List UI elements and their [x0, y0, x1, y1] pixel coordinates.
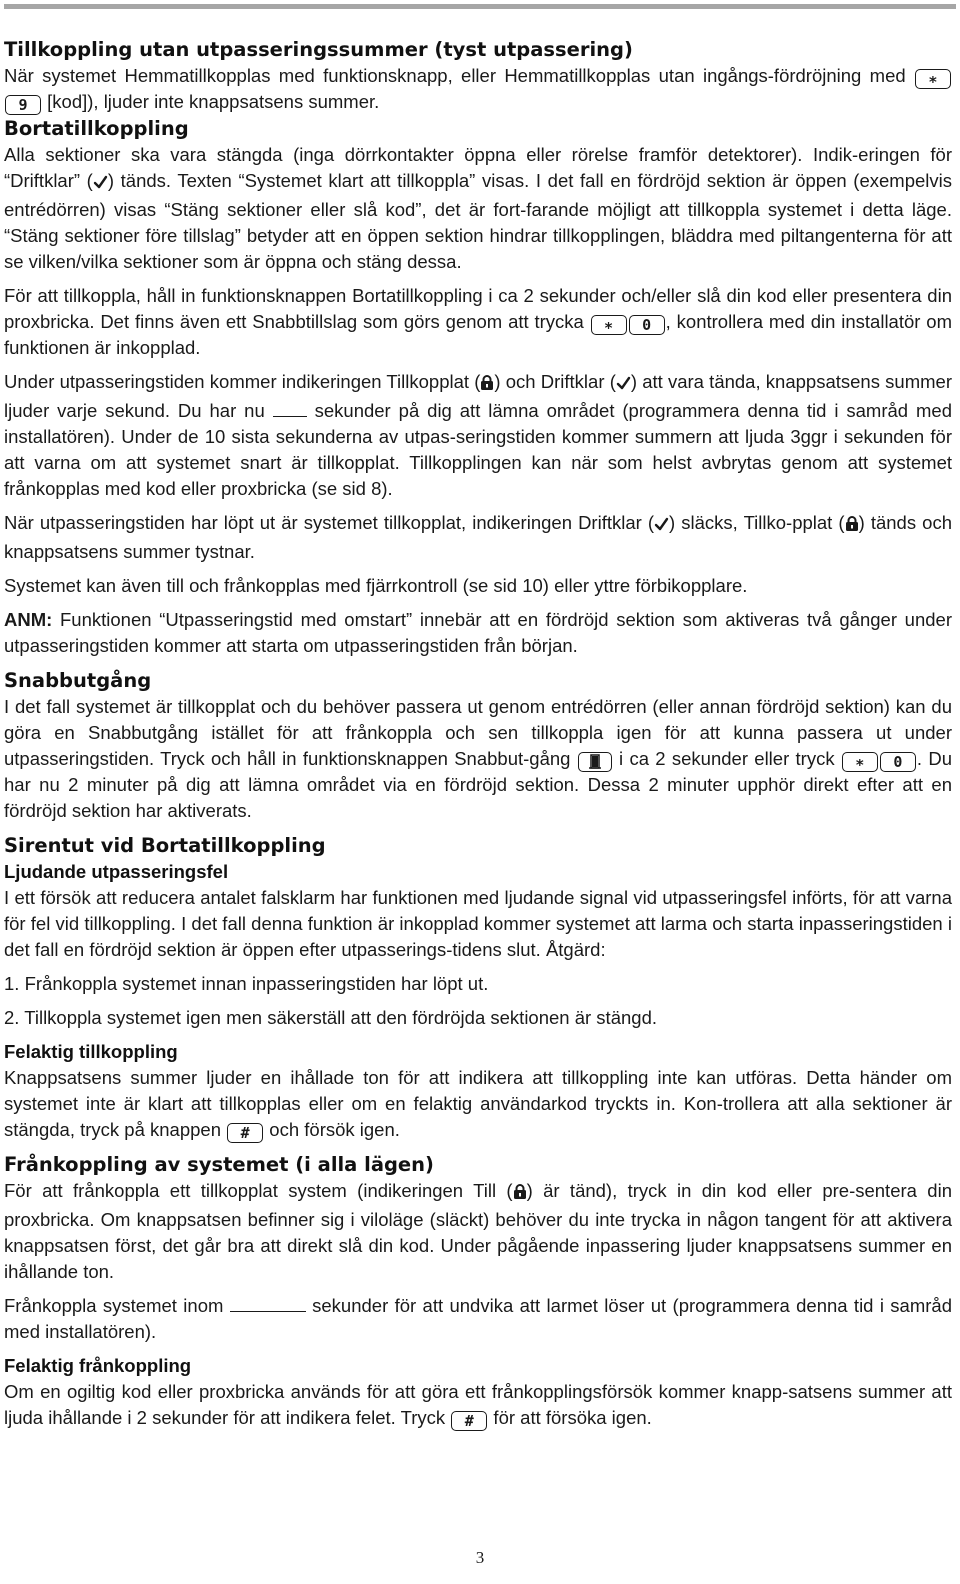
text-segment: ) släcks, Tillko-pplat (: [669, 512, 845, 533]
text-segment: Om en ogiltig kod eller proxbricka används för att göra ett frånkopplingsförsök kommer knapp-satsens summer att ljuda ihållande i 2 sekunder för att indikera felet. Tryck: [4, 1381, 952, 1428]
list-item-1: 1. Frånkoppla systemet innan inpasseringstiden har löpt ut.: [4, 973, 489, 994]
text-segment: sekunder för att undvika att larmet löser ut (programmera denna tid i samråd med installatören).: [4, 1295, 952, 1342]
zero-key-icon: 0: [629, 315, 665, 335]
paragraph-snabb-1: [4, 694, 952, 824]
text-segment: ) och Driftklar (: [494, 371, 616, 392]
heading-snabbutgang: Snabbutgång: [4, 669, 152, 692]
text-segment: . Du har nu 2 minuter på dig att lämna området via en fördröjd sektion. Dessa 2 minuter upphör direkt efter att en fördröjd sektion har aktiverats.: [4, 748, 952, 821]
check-icon: [93, 171, 108, 197]
paragraph-sirentut-2: [4, 1065, 952, 1143]
text-segment: Frånkoppla systemet inom: [4, 1295, 230, 1316]
paragraph-frank-2: [4, 1293, 952, 1345]
paragraph-borta-5: Systemet kan även till och frånkopplas med fjärrkontroll (se sid 10) eller yttre förbikopplare.: [4, 575, 748, 596]
paragraph-borta-2: [4, 283, 952, 361]
subheading-ljudande-utpasseringsfel: Ljudande utpasseringsfel: [4, 861, 229, 882]
star-key-icon: ∗: [915, 69, 951, 89]
text-segment: sekunder på dig att lämna området (programmera denna tid i samråd med installatören). Under de 10 sista sekunderna av utpas-seringstiden kommer summern att ljuda 3ggr i sekunden för att varna om att systemet snart är tillkopplat. Tillkopplingen kan när som helst avbrytas genom att systemet frånkopplas med kod eller proxbricka (se sid 8).: [4, 400, 952, 499]
paragraph-borta-1: [4, 142, 952, 275]
door-key-icon: [578, 752, 612, 772]
text-segment: I det fall systemet är tillkopplat och du behöver passera ut genom entrédörren (eller annan fördröjd sektion) kan du göra en Snabbutgång istället för att frånkoppla och sen tillkoppla igen för att kunna passera ut under utpasseringstiden. Tryck och håll in funktionsknappen Snabbut-gång: [4, 696, 952, 769]
heading-frankoppling: Frånkoppling av systemet (i alla lägen): [4, 1153, 434, 1176]
lock-icon: [513, 1181, 527, 1207]
anm-label: ANM:: [4, 609, 53, 630]
star-key-icon: ∗: [591, 315, 627, 335]
paragraph-borta-4: [4, 510, 952, 565]
paragraph-frank-3: [4, 1379, 952, 1431]
page-content: [4, 36, 952, 1439]
text-segment: Funktionen “Utpasseringstid med omstart” innebär att en fördröjd sektion som aktiveras två gånger under utpasseringstiden kommer att starta om utpasseringstiden från början.: [4, 609, 952, 656]
lock-icon: [480, 372, 494, 398]
heading-sirentut: Sirentut vid Bortatillkoppling: [4, 834, 326, 857]
list-item-2: 2. Tillkoppla systemet igen men säkerställ att den fördröjda sektionen är stängd.: [4, 1007, 657, 1028]
text-segment: Under utpasseringstiden kommer indikeringen Tillkopplat (: [4, 371, 481, 392]
star-key-icon: ∗: [842, 752, 878, 772]
hash-key-icon: #: [227, 1123, 263, 1143]
text-segment: ) är tänd), tryck in din kod eller pre-sentera din proxbricka. Om knappsatsen befinner sig i viloläge (släckt) behöver du inte trycka in någon tangent för att aktivera knappsatsen först, det går bra att direkt slå din kod. Under pågående inpassering ljuder knappsatsens summer en ihållande ton.: [4, 1180, 952, 1282]
paragraph-frank-1: [4, 1178, 952, 1285]
heading-tyst-utpassering: Tillkoppling utan utpasseringssummer (tyst utpassering): [4, 38, 633, 61]
text-segment: Knappsatsens summer ljuder en ihållade ton för att indikera att tillkoppling inte kan utföras. Detta händer om systemet inte är klart att tillkopplas eller om en felaktig användarkod tryckts in. Kon-trollera att alla sektioner är stängda, tryck på knappen: [4, 1067, 952, 1140]
check-icon: [654, 513, 669, 539]
paragraph-borta-3: [4, 369, 952, 502]
text-segment: För att tillkoppla, håll in funktionsknappen Bortatillkoppling i ca 2 sekunder och/eller slå din kod eller presentera din proxbricka. Det finns även ett Snabbtillslag som görs genom att trycka: [4, 285, 952, 332]
text-segment: När systemet Hemmatillkopplas med funktionsknapp, eller Hemmatillkopplas utan ingångs-fördröjning med: [4, 65, 914, 86]
text-segment: För att frånkoppla ett tillkopplat system (indikeringen Till (: [4, 1180, 513, 1201]
hash-key-icon: #: [451, 1411, 487, 1431]
text-segment: , kontrollera med din installatör om funktionen är inkopplad.: [4, 311, 952, 358]
zero-key-icon: 0: [880, 752, 916, 772]
text-segment: och försök igen.: [264, 1119, 400, 1140]
lock-icon: [845, 513, 859, 539]
text-segment: ) tänds. Texten “Systemet klart att tillkoppla” visas. I det fall en fördröjd sektion är öppen (exempelvis entrédörren) visas “Stäng sektioner eller slå kod”, det är fort-farande möjligt att tillkoppla systemet i detta läge. “Stäng sektioner före tillslag” betyder att en öppen sektion hindrar tillkopplingen, bläddra med piltangenterna för att se vilken/vilka sektioner som är öppna och stäng dessa.: [4, 170, 952, 272]
check-icon: [616, 372, 631, 398]
text-segment: [kod]), ljuder inte knappsatsens summer.: [42, 91, 380, 112]
fill-in-blank: [230, 1311, 306, 1312]
page-number: 3: [475, 1548, 485, 1567]
subheading-felaktig-tillkoppling: Felaktig tillkoppling: [4, 1041, 178, 1062]
paragraph-tyst-1: [4, 63, 952, 115]
text-segment: i ca 2 sekunder eller tryck: [612, 748, 841, 769]
heading-bortatillkoppling: Bortatillkoppling: [4, 117, 189, 140]
nine-key-icon: 9: [5, 95, 41, 115]
text-segment: för att försöka igen.: [488, 1407, 652, 1428]
text-segment: ) tänds och knappsatsens summer tystnar.: [4, 512, 952, 562]
top-divider: [4, 4, 956, 9]
text-segment: När utpasseringstiden har löpt ut är systemet tillkopplat, indikeringen Driftklar (: [4, 512, 655, 533]
text-segment: Alla sektioner ska vara stängda (inga dörrkontakter öppna eller rörelse framför detektorer). Indik-eringen för “Driftklar” (: [4, 144, 952, 191]
text-segment: ) att vara tända, knappsatsens summer ljuder varje sekund. Du har nu: [4, 371, 952, 421]
fill-in-blank: [273, 416, 307, 417]
subheading-felaktig-frankoppling: Felaktig frånkoppling: [4, 1355, 192, 1376]
paragraph-anm: [4, 607, 952, 659]
paragraph-sirentut-1: I ett försök att reducera antalet falsklarm har funktionen med ljudande signal vid utpasseringsfel införts, för att varna för fel vid tillkoppling. I det fall denna funktion är inkopplad kommer systemet att larma och starta inpasseringstiden i det fall en fördröjd sektion är öppen efter utpasserings-tidens slut. Åtgärd:: [4, 887, 952, 960]
